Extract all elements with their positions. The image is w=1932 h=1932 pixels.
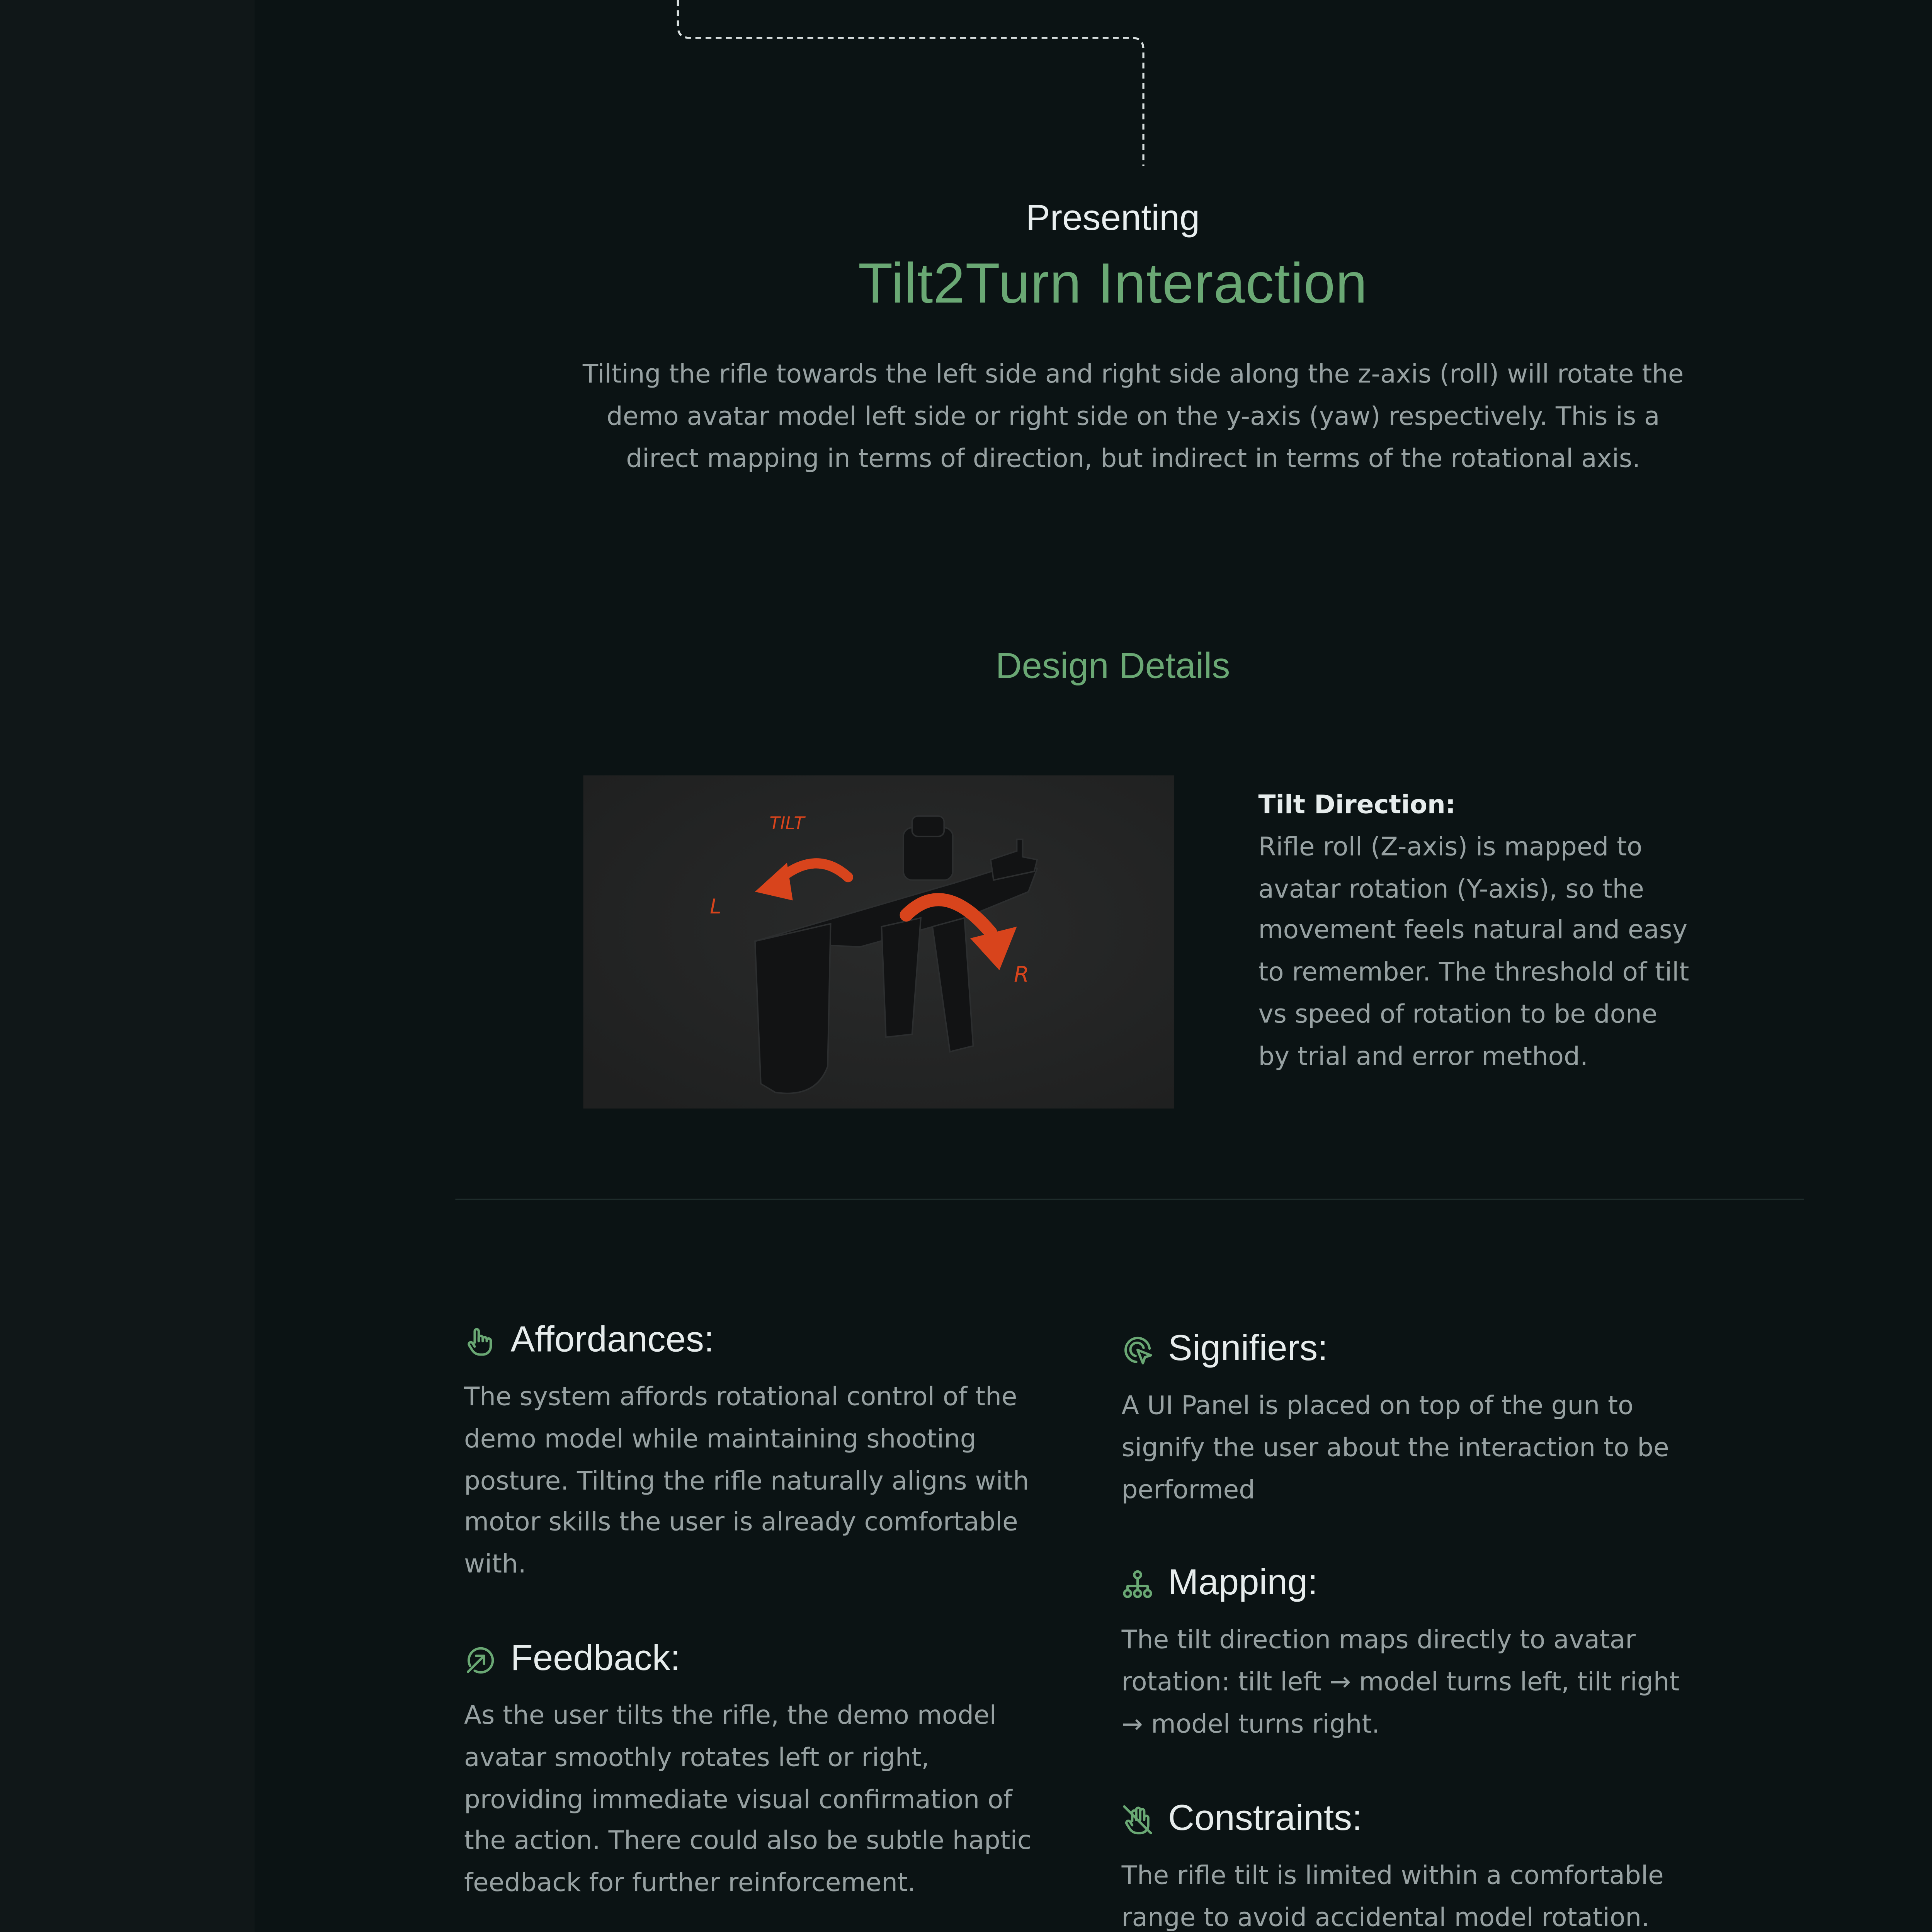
hierarchy-icon	[1122, 1568, 1154, 1600]
signifiers-section	[1122, 1328, 1692, 1512]
stop-hand-icon	[1122, 1804, 1154, 1836]
constraints-title: Constraints:	[1168, 1798, 1362, 1839]
constraints-section	[1122, 1798, 1692, 1932]
tilt-direction-text: Rifle roll (Z-axis) is mapped to avatar rotation (Y-axis), so the movement feels natural and easy to remember. The threshold of tilt vs speed of rotation to be done by trial and error method.	[1258, 833, 1689, 1072]
feedback-title: Feedback:	[510, 1638, 680, 1679]
click-target-icon	[1122, 1334, 1154, 1366]
tilt-direction-block	[1258, 786, 1694, 1079]
presenting-label: Presenting	[1026, 198, 1200, 239]
affordances-section	[464, 1320, 1034, 1587]
mapping-section	[1122, 1562, 1692, 1746]
affordances-title: Affordances:	[510, 1319, 714, 1360]
constraints-text: The rifle tilt is limited within a comfortable range to avoid accidental model rotation.	[1121, 1862, 1664, 1932]
affordances-text: The system affords rotational control of the demo model while maintaining shooting posture. Tilting the rifle naturally aligns with motor skills the user is already comfortable with.	[464, 1383, 1029, 1580]
feedback-section	[464, 1638, 1034, 1906]
feedback-text: As the user tilts the rifle, the demo model avatar smoothly rotates left or right, providing immediate visual confirmation of the action. There could also be subtle haptic feedback for further reinforcement.	[464, 1702, 1032, 1899]
rifle-tilt-image	[583, 776, 1174, 1109]
pointer-hand-icon	[464, 1325, 496, 1357]
left-label: L	[710, 895, 721, 919]
signifiers-text: A UI Panel is placed on top of the gun to signify the user about the interaction to be performed	[1121, 1392, 1669, 1505]
signifiers-title: Signifiers:	[1168, 1328, 1328, 1369]
design-details-heading: Design Details	[995, 646, 1230, 687]
intro-paragraph: Tilting the rifle towards the left side and right side along the z-axis (roll) will rotate the demo avatar model left side or right side on the y-axis (yaw) respectively. This is a direct mapping in terms of direction, but indirect in terms of the rotational axis.	[582, 361, 1684, 474]
arrow-circle-icon	[464, 1644, 496, 1676]
right-label: R	[1014, 962, 1029, 988]
tilt-label: TILT	[769, 813, 805, 833]
mapping-title: Mapping:	[1168, 1562, 1318, 1603]
mapping-text: The tilt direction maps directly to avatar rotation: tilt left → model turns left, tilt right → model turns right.	[1121, 1626, 1680, 1740]
page-title: Tilt2Turn Interaction	[858, 253, 1368, 316]
tilt-direction-label: Tilt Direction:	[1258, 791, 1456, 821]
dashed-connector	[677, 0, 1145, 166]
section-divider	[455, 1199, 1804, 1200]
